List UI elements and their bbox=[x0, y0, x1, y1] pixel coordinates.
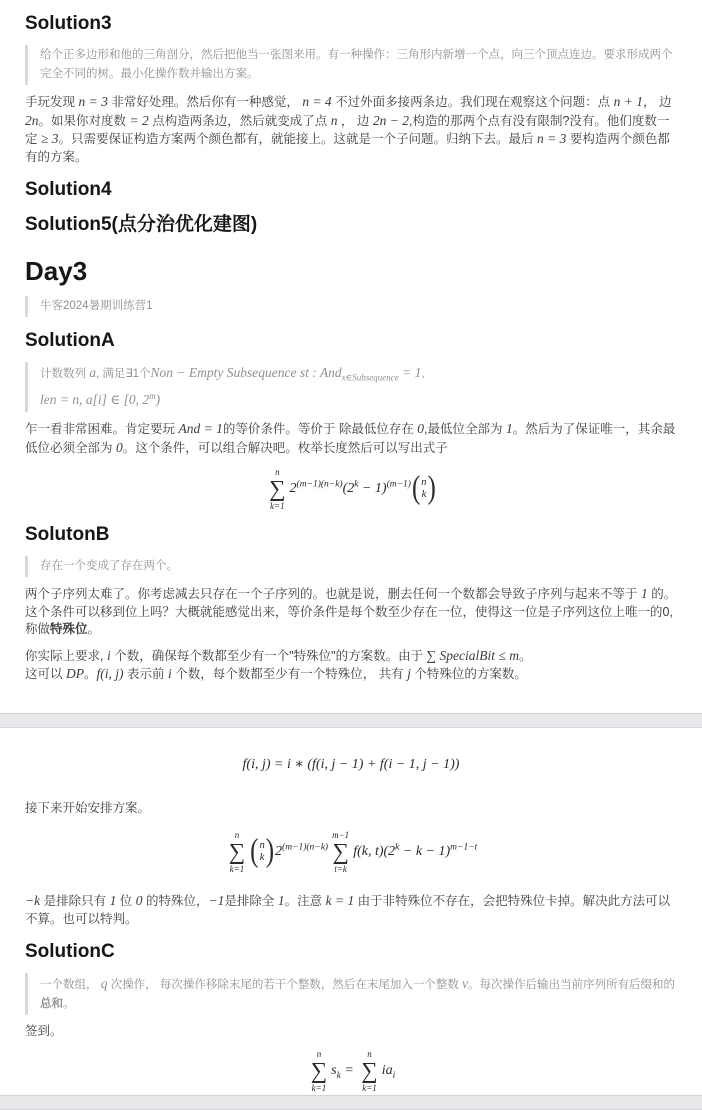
heading-solution3: Solution3 bbox=[25, 13, 112, 34]
solution-a-count-formula: n ∑ k=1 $2^{(m-1)(n-k)}(2^k - 1)^{(m-1)}$ ( n k ) bbox=[269, 467, 436, 512]
solution-b-exclusion-paragraph: −k 是排除只有 1 位 0 的特殊位，−1是排除全 1。注意 k = 1 由于非特殊位不存在，会把特殊位卡掉。解决此方法可以不算。也可以特判。 bbox=[25, 893, 671, 926]
solution-a-problem-quote: 计数数列 a, 满足∃1个Non − Empty Subsequence st : And$_{x\in Subsequence}$ = 1, len = n, a[i] ∈ [0, 2$^m$) bbox=[25, 362, 677, 412]
heading-day3: Day3 bbox=[25, 256, 88, 286]
day3-source-quote: 牛客2024暑期训练营1 bbox=[25, 296, 677, 317]
heading-solution-a: SolutionA bbox=[25, 330, 115, 351]
article-content-bottom bbox=[0, 755, 702, 1093]
solution-b-problem-quote: 存在一个变成了存在两个。 bbox=[25, 556, 677, 577]
heading-soluton-b: SolutonB bbox=[25, 524, 110, 546]
solution-b-analysis-paragraph-1: 两个子序列太难了。你考虑减去只存在一个子序列的。也就是说，删去任何一个数都会导致子序列与起来不等于 1 的。这个条件可以移到位上吗？大概就能感觉出来，等价条件是每个数至少存在一位，使得这一位是子序列这位上唯一的0,称做特殊位。 bbox=[25, 586, 677, 637]
solution-c-problem-quote: 一个数组， q 次操作， 每次操作移除末尾的若干个整数，然后在末尾加入一个整数 v。每次操作后输出当前序列所有后缀和的 总和。 bbox=[25, 973, 677, 1015]
solution-a-analysis-paragraph: 乍一看非常困难。肯定要玩 And = 1的等价条件。等价于 除最低位存在 0,最低位全部为 1。然后为了保证唯一，其余最低位必须全部为 0。这个条件，可以组合解决吧。枚举长度然后可以写出式子 bbox=[25, 421, 676, 455]
sum-symbol: n ∑ k=1 bbox=[269, 467, 286, 512]
sum-symbol: m−1 ∑ t=k bbox=[332, 830, 350, 875]
sum-symbol: n ∑ k=1 bbox=[228, 830, 246, 875]
solution-b-arrange-paragraph: 接下来开始安排方案。 bbox=[25, 800, 151, 815]
solution3-problem-quote: 给个正多边形和他的三角剖分，然后把他当一张图来用。有一种操作：三角形内新增一个点，向三个顶点连边。要求形成两个完全不同的树。最小化操作数并输出方案。 bbox=[25, 45, 677, 85]
page-divider bbox=[0, 713, 702, 728]
solution-b-analysis-paragraph-2: 你实际上要求, i 个数，确保每个数都至少有一个"特殊位"的方案数。由于 ∑ SpecialBit ≤ m。 这可以 DP。f(i, j) 表示前 i 个数，每个数都至少有一个特殊位， 共有 j 个特殊位的方案数。 bbox=[25, 647, 532, 682]
heading-solution4: Solution4 bbox=[25, 179, 112, 200]
binomial-coefficient: ( n k ) bbox=[250, 833, 275, 870]
page-divider-bottom bbox=[0, 1095, 702, 1110]
heading-solution-c: SolutionC bbox=[25, 941, 115, 963]
heading-solution5: Solution5(点分治优化建图) bbox=[25, 214, 258, 235]
solution-b-dp-formula: f(i, j) = i ∗ (f(i, j − 1) + f(i − 1, j − 1)) bbox=[242, 756, 460, 772]
solution3-analysis-paragraph: 手玩发现 n = 3 非常好处理。然后你有一种感觉， n = 4 不过外面多接两条边。我们现在观察这个问题：点 n + 1， 边 2n。如果你对度数 = 2 点构造两条边，然后就变成了点 n ， 边 2n − 2,构造的那两个点有没有限制?没有。他们度数一定 ≥ 3。只需要保证构造方案两个颜色都有，就能接上。这就是一个子问题。归纳下去。最后 n = 3 要构造两个颜色都有的方案。 bbox=[25, 94, 672, 164]
solution-b-final-formula: n ∑ k=1 ( n k ) $2^{(m-1)(n-k)}$ m−1 ∑ t=k f(k, $t)(2^k - k - 1)^{m-1-t}$ bbox=[228, 830, 478, 875]
article-content-top bbox=[0, 12, 702, 684]
sum-symbol: n ∑ k=1 bbox=[361, 1048, 378, 1093]
solution-c-suffix-sum-formula: n ∑ k=1 $s_k$ = n ∑ k=1 $ia_i$ bbox=[310, 1048, 396, 1093]
sum-symbol: n ∑ k=1 bbox=[310, 1048, 328, 1093]
solution-c-signin-paragraph: 签到。 bbox=[25, 1024, 63, 1039]
binomial-coefficient: ( n k ) bbox=[411, 470, 436, 507]
